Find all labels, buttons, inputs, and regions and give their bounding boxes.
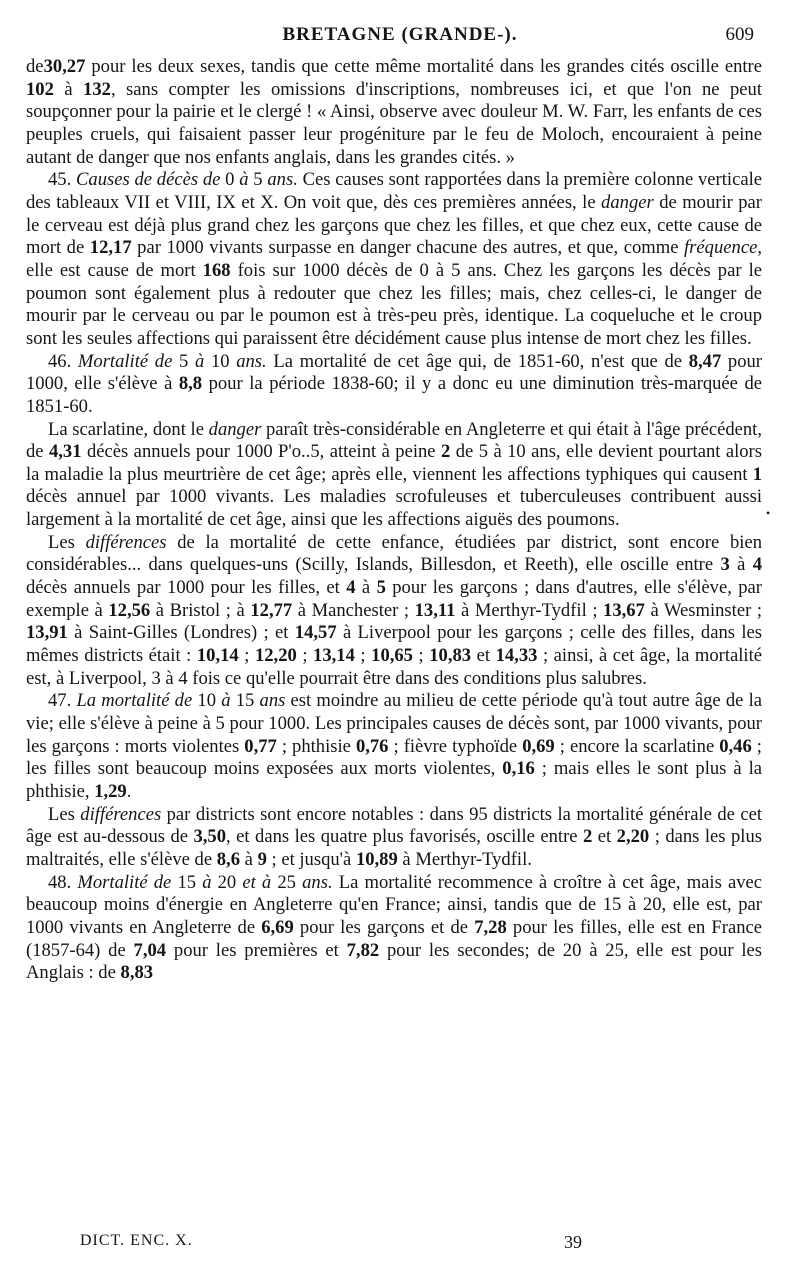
italic-text: danger	[208, 418, 262, 440]
bold-number: 12,17	[89, 237, 132, 259]
bold-number: 3	[720, 554, 730, 576]
bold-number: 102	[26, 78, 54, 100]
text-run: pour les secondes; de 20 à 25, elle est pour les Anglais : de	[26, 939, 763, 984]
text-run: 10	[192, 690, 222, 712]
text-run: 15	[171, 871, 203, 893]
italic-text: à	[202, 871, 212, 893]
bold-number: 30,27	[43, 56, 86, 77]
text-run: ;	[238, 645, 255, 667]
bold-number: 4	[752, 554, 762, 576]
bold-number: 0,16	[502, 758, 535, 780]
italic-text: différences	[85, 531, 167, 553]
text-run: 47.	[48, 690, 77, 712]
bold-number: 10,89	[355, 848, 398, 870]
text-run: ; mais elles le sont plus à la phthisie,	[26, 758, 762, 802]
text-run: , et dans les quatre plus favorisés, oscille entre	[226, 826, 583, 848]
italic-text: différences	[80, 803, 162, 825]
text-run: 46.	[48, 350, 78, 372]
italic-text: Mortalité de	[77, 871, 172, 893]
bold-number: 0,69	[522, 735, 555, 757]
text-run: à	[729, 554, 753, 576]
bold-number: 5	[376, 577, 386, 599]
text-run: 15	[230, 690, 260, 712]
section-paragraph	[26, 351, 762, 419]
text-run: ; dans les plus maltraités, elle s'élève de	[26, 826, 763, 870]
bold-number: 12,20	[254, 645, 297, 667]
text-run: décès annuels pour 1000 P'o..5, atteint à peine	[81, 441, 441, 463]
text-run: à Saint-Gilles (Londres) ; et	[67, 622, 295, 644]
text-run: Les	[48, 531, 86, 553]
italic-text: ans.	[236, 350, 267, 372]
page-header	[30, 24, 770, 52]
italic-text: à	[239, 169, 249, 191]
text-run: ;	[296, 645, 314, 667]
bold-number: 13,67	[603, 599, 645, 621]
italic-text: ans	[259, 690, 286, 712]
bold-number: 7,82	[346, 939, 380, 961]
paragraph	[26, 419, 762, 532]
text-run: pour 1000, elle s'élève à	[26, 350, 762, 395]
text-run: Ces causes sont rapportées dans la première colonne verticale des tableaux VII et VIII, IX et X. On voit que, dès ces premières années, le	[26, 169, 763, 213]
text-run: ;	[354, 645, 372, 667]
text-run: , elle est cause de mort	[26, 237, 762, 281]
bold-number: 4,31	[48, 441, 82, 463]
italic-text: Causes de décès de	[76, 169, 221, 191]
text-run: pour les garçons et de	[293, 916, 475, 938]
section-paragraph	[26, 872, 762, 985]
text-run: 10	[204, 350, 237, 372]
text-run: pour la période 1838-60; il y a donc eu une diminution très-marquée de 1851-60.	[26, 373, 763, 417]
bold-number: 10,65	[371, 645, 413, 667]
text-run: pour les deux sexes, tandis que cette même mortalité dans les grandes cités oscille entre	[85, 56, 762, 77]
bold-number: 2	[583, 826, 593, 848]
italic-text: à	[221, 690, 231, 712]
bold-number: 7,28	[474, 916, 507, 938]
text-run: ; et jusqu'à	[266, 848, 356, 870]
bold-number: 10,83	[429, 645, 472, 667]
bold-number: 0,76	[355, 735, 389, 757]
bold-number: 8,47	[688, 350, 722, 372]
text-run: décès annuels par 1000 pour les filles, et	[26, 577, 347, 599]
text-run: et	[471, 645, 496, 667]
text-run: paraît très-considérable en Angleterre et qui était à l'âge précédent, de	[26, 418, 762, 463]
text-run: 20	[211, 871, 243, 893]
bold-number: 12,56	[108, 599, 151, 621]
text-run: à	[355, 577, 377, 599]
paragraph	[26, 804, 762, 872]
text-run: par districts sont encore notables : dans 95 districts la mortalité générale de cet âge est au-dessous de	[26, 803, 762, 848]
text-run: ; phthisie	[276, 735, 356, 757]
text-run: pour les garçons ; dans d'autres, elle s'élève, par exemple à	[26, 577, 762, 621]
text-run: ; encore la scarlatine	[554, 735, 720, 757]
text-run: La mortalité recommence à croître à cet âge, mais avec beaucoup moins d'énergie en Angleterre qu'en France; ainsi, tandis que de 15 à 20, elle est, par 1000 vivants en Angleterre de	[26, 871, 763, 938]
italic-text: et à	[242, 871, 272, 893]
text-run: à Liverpool pour les garçons ; celle des filles, dans les mêmes districts était :	[26, 622, 762, 667]
bold-number: 13,91	[26, 622, 68, 644]
text-run: à Merthyr-Tydfil.	[397, 848, 532, 870]
bold-number: 1,29	[94, 781, 127, 802]
italic-text: La mortalité de	[76, 690, 193, 712]
italic-text: ans.	[302, 871, 333, 893]
text-run: à Bristol ; à	[150, 599, 251, 621]
bold-number: 132	[83, 78, 111, 100]
article-body	[26, 56, 762, 985]
bold-number: 3,50	[193, 826, 227, 848]
text-run: .	[126, 781, 132, 802]
italic-text: à	[194, 350, 205, 372]
bold-number: 13,14	[313, 645, 355, 667]
text-run: décès annuel par 1000 vivants. Les maladies scrofuleuses et tuberculeuses contribuent aussi largement à la mortalité de cet âge, ainsi que les affections aiguës des poumons.	[26, 486, 762, 531]
text-run: 25	[271, 871, 303, 893]
bold-number: 168	[202, 259, 231, 281]
bold-number: 10,14	[196, 645, 239, 667]
text-run: à	[240, 848, 258, 870]
text-run: ; fièvre typhoïde	[388, 735, 523, 757]
bold-number: 7,04	[133, 939, 167, 961]
text-run: ;	[412, 645, 430, 667]
italic-text: fréquence	[684, 237, 758, 259]
text-run: à Merthyr-Tydfil ;	[455, 599, 604, 621]
text-run: de mourir par le cerveau est déjà plus grand chez les garçons que chez les filles, et que chez eux, cette cause de mort de	[26, 191, 763, 259]
bold-number: 8,8	[178, 373, 203, 395]
text-run: La scarlatine, dont le	[48, 418, 209, 440]
bold-number: 14,33	[495, 645, 538, 667]
text-run: est moindre au milieu de cette période qu'à tout autre âge de la vie; elle s'élève à peine à 5 pour 1000. Les principales causes de décès sont, par 1000 vivants, pour les garçons : morts violentes	[26, 690, 763, 757]
text-run: par 1000 vivants surpasse en danger chacune des autres, et que, comme	[131, 237, 685, 259]
paragraph	[26, 56, 762, 169]
bold-number: 14,57	[294, 622, 337, 644]
text-run: 45.	[48, 169, 77, 191]
bold-number: 2	[441, 441, 451, 463]
text-run: fois sur 1000 décès de 0 à 5 ans. Chez les garçons les décès par le poumon sont également plus à redouter que chez les filles; mais, chez celles-ci, le danger de mourir par le cerveau ou par le poumon est à très-peu près, identique. La coqueluche et le croup sont les seules affections qui paraissent être décidément cause plus intense de mort chez les filles.	[26, 259, 762, 349]
running-title: BRETAGNE (GRANDE-).	[282, 24, 518, 45]
text-run: pour les premières et	[166, 939, 347, 961]
bold-number: 8,6	[216, 848, 240, 870]
bold-number: 8,83	[120, 962, 154, 984]
section-paragraph	[26, 690, 762, 803]
text-run: à	[53, 78, 84, 100]
text-run: et	[592, 826, 617, 848]
bold-number: 12,77	[250, 599, 293, 621]
bold-number: 0,46	[719, 735, 752, 757]
text-run: , sans compter les omissions d'inscriptions, nombreuses ici, et que l'on ne peut soupçonner pour la pairie et le clergé ! « Ainsi, observe avec douleur M. W. Farr, les enfants de ces peuples cruels, qui faisaient passer leur progéniture par le feu de Moloch, encouraient à peine autant de danger que nos enfants anglais, dans les grandes cités. »	[26, 78, 762, 168]
section-paragraph	[26, 169, 762, 350]
bold-number: 1	[752, 463, 762, 485]
bold-number: 4	[346, 577, 356, 599]
text-run: 5	[248, 169, 268, 191]
bold-number: 6,69	[261, 916, 294, 938]
page-footer	[80, 1232, 770, 1256]
footer-signature-number: 39	[564, 1232, 582, 1252]
text-run: 48.	[48, 871, 78, 893]
text-run: de 5 à 10 ans, elle devient pourtant alors la maladie la plus meurtrière de cet âge; après elle, viennent les affections typhiques qui causent	[26, 441, 762, 485]
paragraph	[26, 532, 762, 691]
italic-text: ans.	[267, 169, 298, 191]
bold-number: 9	[257, 848, 267, 870]
italic-text: Mortalité de	[77, 350, 173, 372]
bold-number: 0,77	[244, 735, 277, 757]
text-run: à Wesminster ;	[644, 599, 762, 621]
text-run: de la mortalité de cette enfance, étudiées par district, sont encore bien considérables... dans quelques-uns (Scilly, Islands, Billesdon, et Reeth), elle oscille entre	[26, 531, 762, 576]
text-run: Les	[48, 803, 81, 825]
text-run: 0	[220, 169, 240, 191]
italic-text: danger	[601, 191, 654, 213]
text-run: 5	[172, 350, 195, 372]
footer-signature: DICT. ENC. X.	[80, 1232, 193, 1249]
text-run: ; les filles sont beaucoup moins exposées aux morts violentes,	[26, 735, 762, 780]
paragraph-lead: de	[26, 56, 44, 77]
bold-number: 13,11	[414, 599, 456, 621]
text-run: à Manchester ;	[292, 599, 415, 621]
text-run: La mortalité de cet âge qui, de 1851-60, n'est que de	[266, 350, 689, 372]
bold-number: 2,20	[616, 826, 650, 848]
text-run: ; ainsi, à cet âge, la mortalité est, à Liverpool, 3 à 4 fois ce qu'elle pourrait être dans des conditions plus salubres.	[26, 645, 763, 689]
page-number: 609	[725, 24, 754, 45]
text-run: pour les filles, elle est en France (1857-64) de	[26, 916, 762, 961]
margin-mark: •	[766, 506, 771, 520]
